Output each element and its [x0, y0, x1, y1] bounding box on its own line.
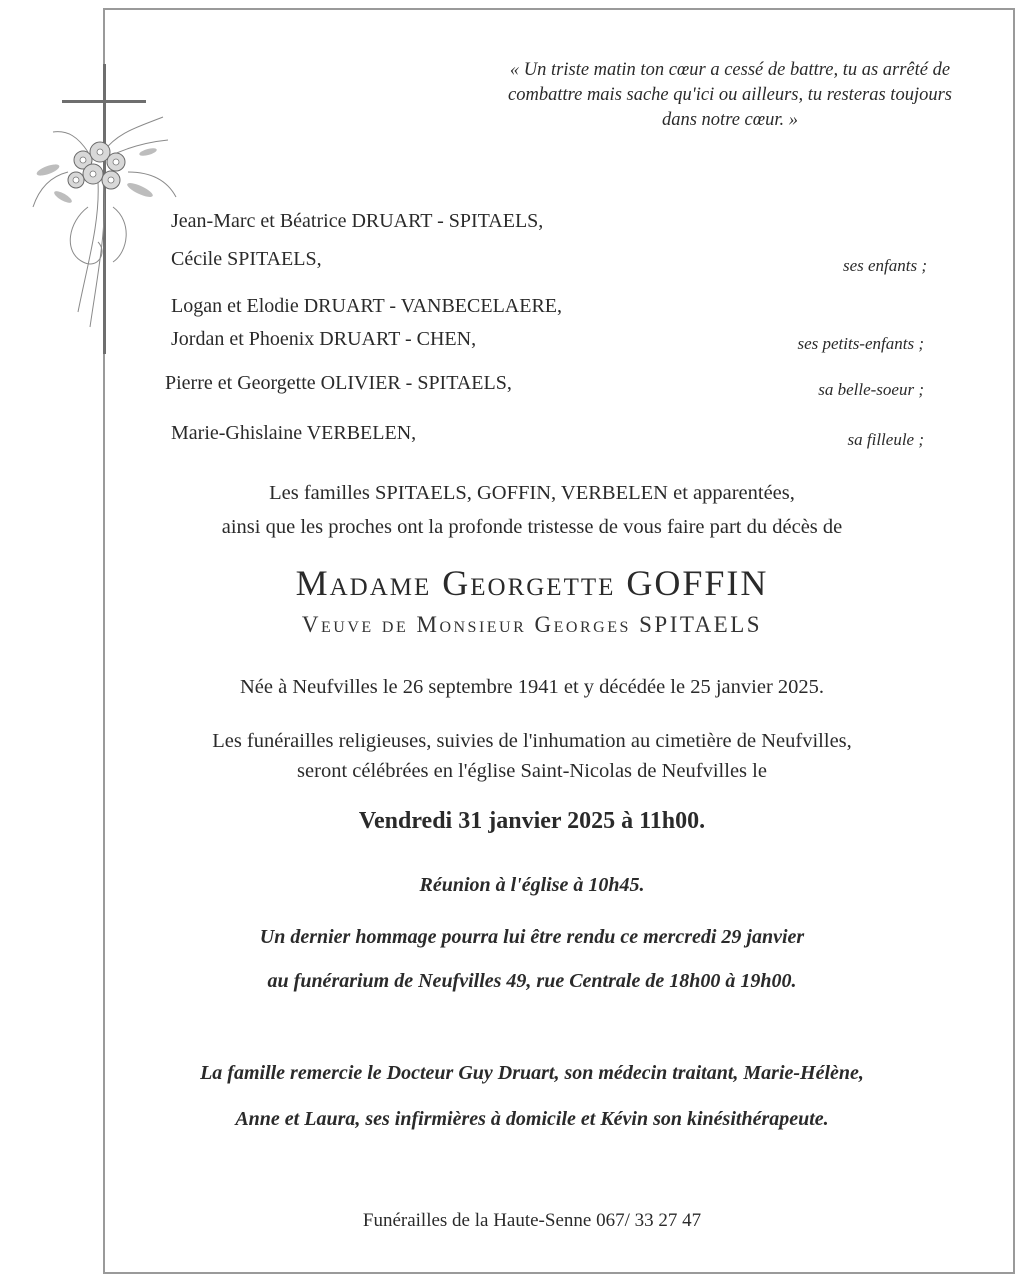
family-name-6: Marie-Ghislaine VERBELEN, — [171, 422, 417, 444]
tribute-line-2: au funérarium de Neufvilles 49, rue Centrale de 18h00 à 19h00. — [267, 970, 797, 992]
funeral-date: Vendredi 31 janvier 2025 à 11h00. — [358, 808, 706, 834]
family-name-4: Jordan et Phoenix DRUART - CHEN, — [171, 328, 477, 350]
announcement-line-2: ainsi que les proches ont la profonde tristesse de vous faire part du décès de — [221, 516, 843, 538]
family-name-3: Logan et Elodie DRUART - VANBECELAERE, — [171, 295, 562, 317]
cross-bar — [62, 100, 146, 103]
family-name-2: Cécile SPITAELS, — [171, 248, 322, 270]
family-role-children: ses enfants ; — [842, 256, 927, 275]
meeting-time: Réunion à l'église à 10h45. — [419, 874, 645, 896]
funeral-line-1: Les funérailles religieuses, suivies de l'inhumation au cimetière de Neufvilles, — [212, 730, 852, 752]
thanks-line-1: La famille remercie le Docteur Guy Druart, son médecin traitant, Marie-Hélène, — [200, 1062, 864, 1084]
funeral-line-2: seront célébrées en l'église Saint-Nicolas de Neufvilles le — [297, 760, 767, 782]
family-role-grandchildren: ses petits-enfants ; — [797, 334, 924, 353]
funeral-home-footer: Funérailles de la Haute-Senne 067/ 33 27 47 — [362, 1210, 702, 1231]
flower-bouquet-icon — [28, 112, 178, 342]
family-role-sister-in-law: sa belle-soeur ; — [818, 380, 924, 399]
deceased-subtitle: Veuve de Monsieur Georges SPITAELS — [301, 612, 763, 637]
family-name-1: Jean-Marc et Béatrice DRUART - SPITAELS, — [171, 210, 544, 232]
opening-quote: « Un triste matin ton cœur a cessé de battre, tu as arrêté de combattre mais sache qu'ici ou ailleurs, tu resteras toujours dans notre cœur. » — [508, 60, 952, 130]
announcement-line-1: Les familles SPITAELS, GOFFIN, VERBELEN et apparentées, — [269, 482, 795, 504]
birth-death-line: Née à Neufvilles le 26 septembre 1941 et y décédée le 25 janvier 2025. — [239, 676, 825, 698]
deceased-name: Madame Georgette GOFFIN — [295, 563, 769, 603]
thanks-line-2: Anne et Laura, ses infirmières à domicile et Kévin son kinésithérapeute. — [235, 1108, 829, 1130]
tribute-line-1: Un dernier hommage pourra lui être rendu ce mercredi 29 janvier — [259, 926, 805, 948]
family-role-goddaughter: sa filleule ; — [847, 430, 924, 449]
family-name-5: Pierre et Georgette OLIVIER - SPITAELS, — [165, 372, 512, 394]
